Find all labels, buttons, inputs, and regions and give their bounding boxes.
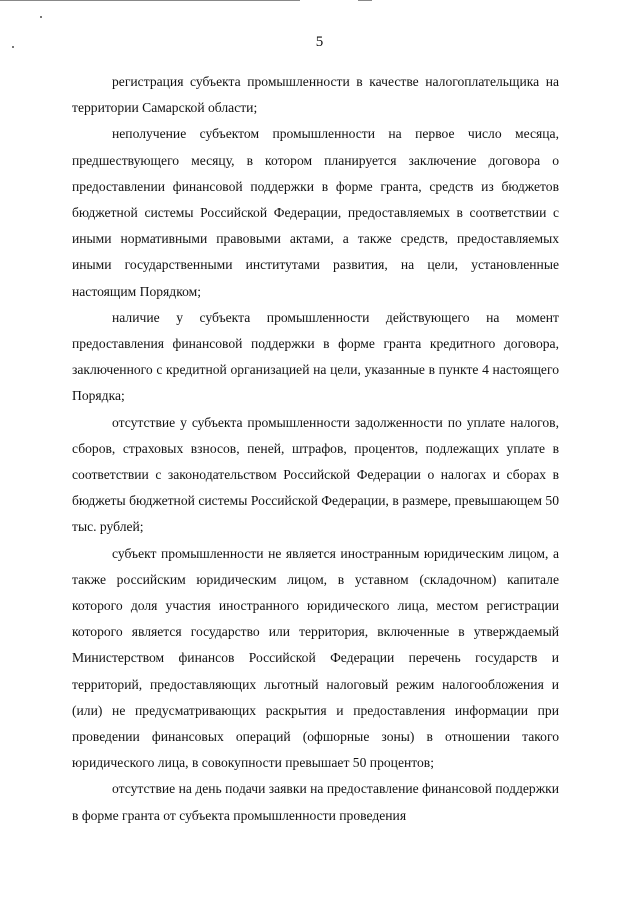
paragraph-not-foreign-entity: субъект промышленности не является иностранным юридическим лицом, а также российским юридическим лицом, в уставном (складочном) капитале которого доля участия иностранного юридического лица, местом регистрации которого является государство или территория, включенные в утверждаемый Министерством финансов Российской Федерации перечень государств и территорий, предоставляющих льготный налоговый режим налогообложения и (или) не предусматривающих раскрытия и предоставления информации при проведении финансовых операций (офшорные зоны) в отношении такого юридического лица, в совокупности превышает 50 процентов;	[72, 545, 559, 771]
top-edge-mark	[358, 0, 372, 1]
page-number: 5	[315, 34, 324, 50]
paragraph-no-proceedings: отсутствие на день подачи заявки на предоставление финансовой поддержки в форме гранта от субъекта промышленности проведения	[72, 781, 559, 823]
paragraph-credit-agreement: наличие у субъекта промышленности действующего на момент предоставления финансовой поддержки в форме гранта кредитного договора, заключенного с кредитной организацией на цели, указанные в пункте 4 настоящего Порядка;	[72, 309, 559, 404]
body-text	[72, 69, 559, 829]
paragraph-no-tax-debt: отсутствие у субъекта промышленности задолженности по уплате налогов, сборов, страховых взносов, пеней, штрафов, процентов, подлежащих уплате в соответствии с законодательством Российской Федерации о налогах и сборах в бюджеты бюджетной системы Российской Федерации, в размере, превышающем 50 тыс. рублей;	[72, 414, 559, 535]
scan-speck	[40, 16, 42, 18]
top-edge-rule	[0, 0, 300, 1]
paragraph-registration: регистрация субъекта промышленности в качестве налогоплательщика на территории Самарской области;	[72, 74, 559, 116]
paragraph-no-funds: неполучение субъектом промышленности на первое число месяца, предшествующего месяцу, в котором планируется заключение договора о предоставлении финансовой поддержки в форме гранта, средств из бюджетов бюджетной системы Российской Федерации, предоставляемых в соответствии с иными нормативными правовыми актами, а также средств, предоставляемых иными государственными институтами развития, на цели, установленные настоящим Порядком;	[72, 126, 559, 299]
